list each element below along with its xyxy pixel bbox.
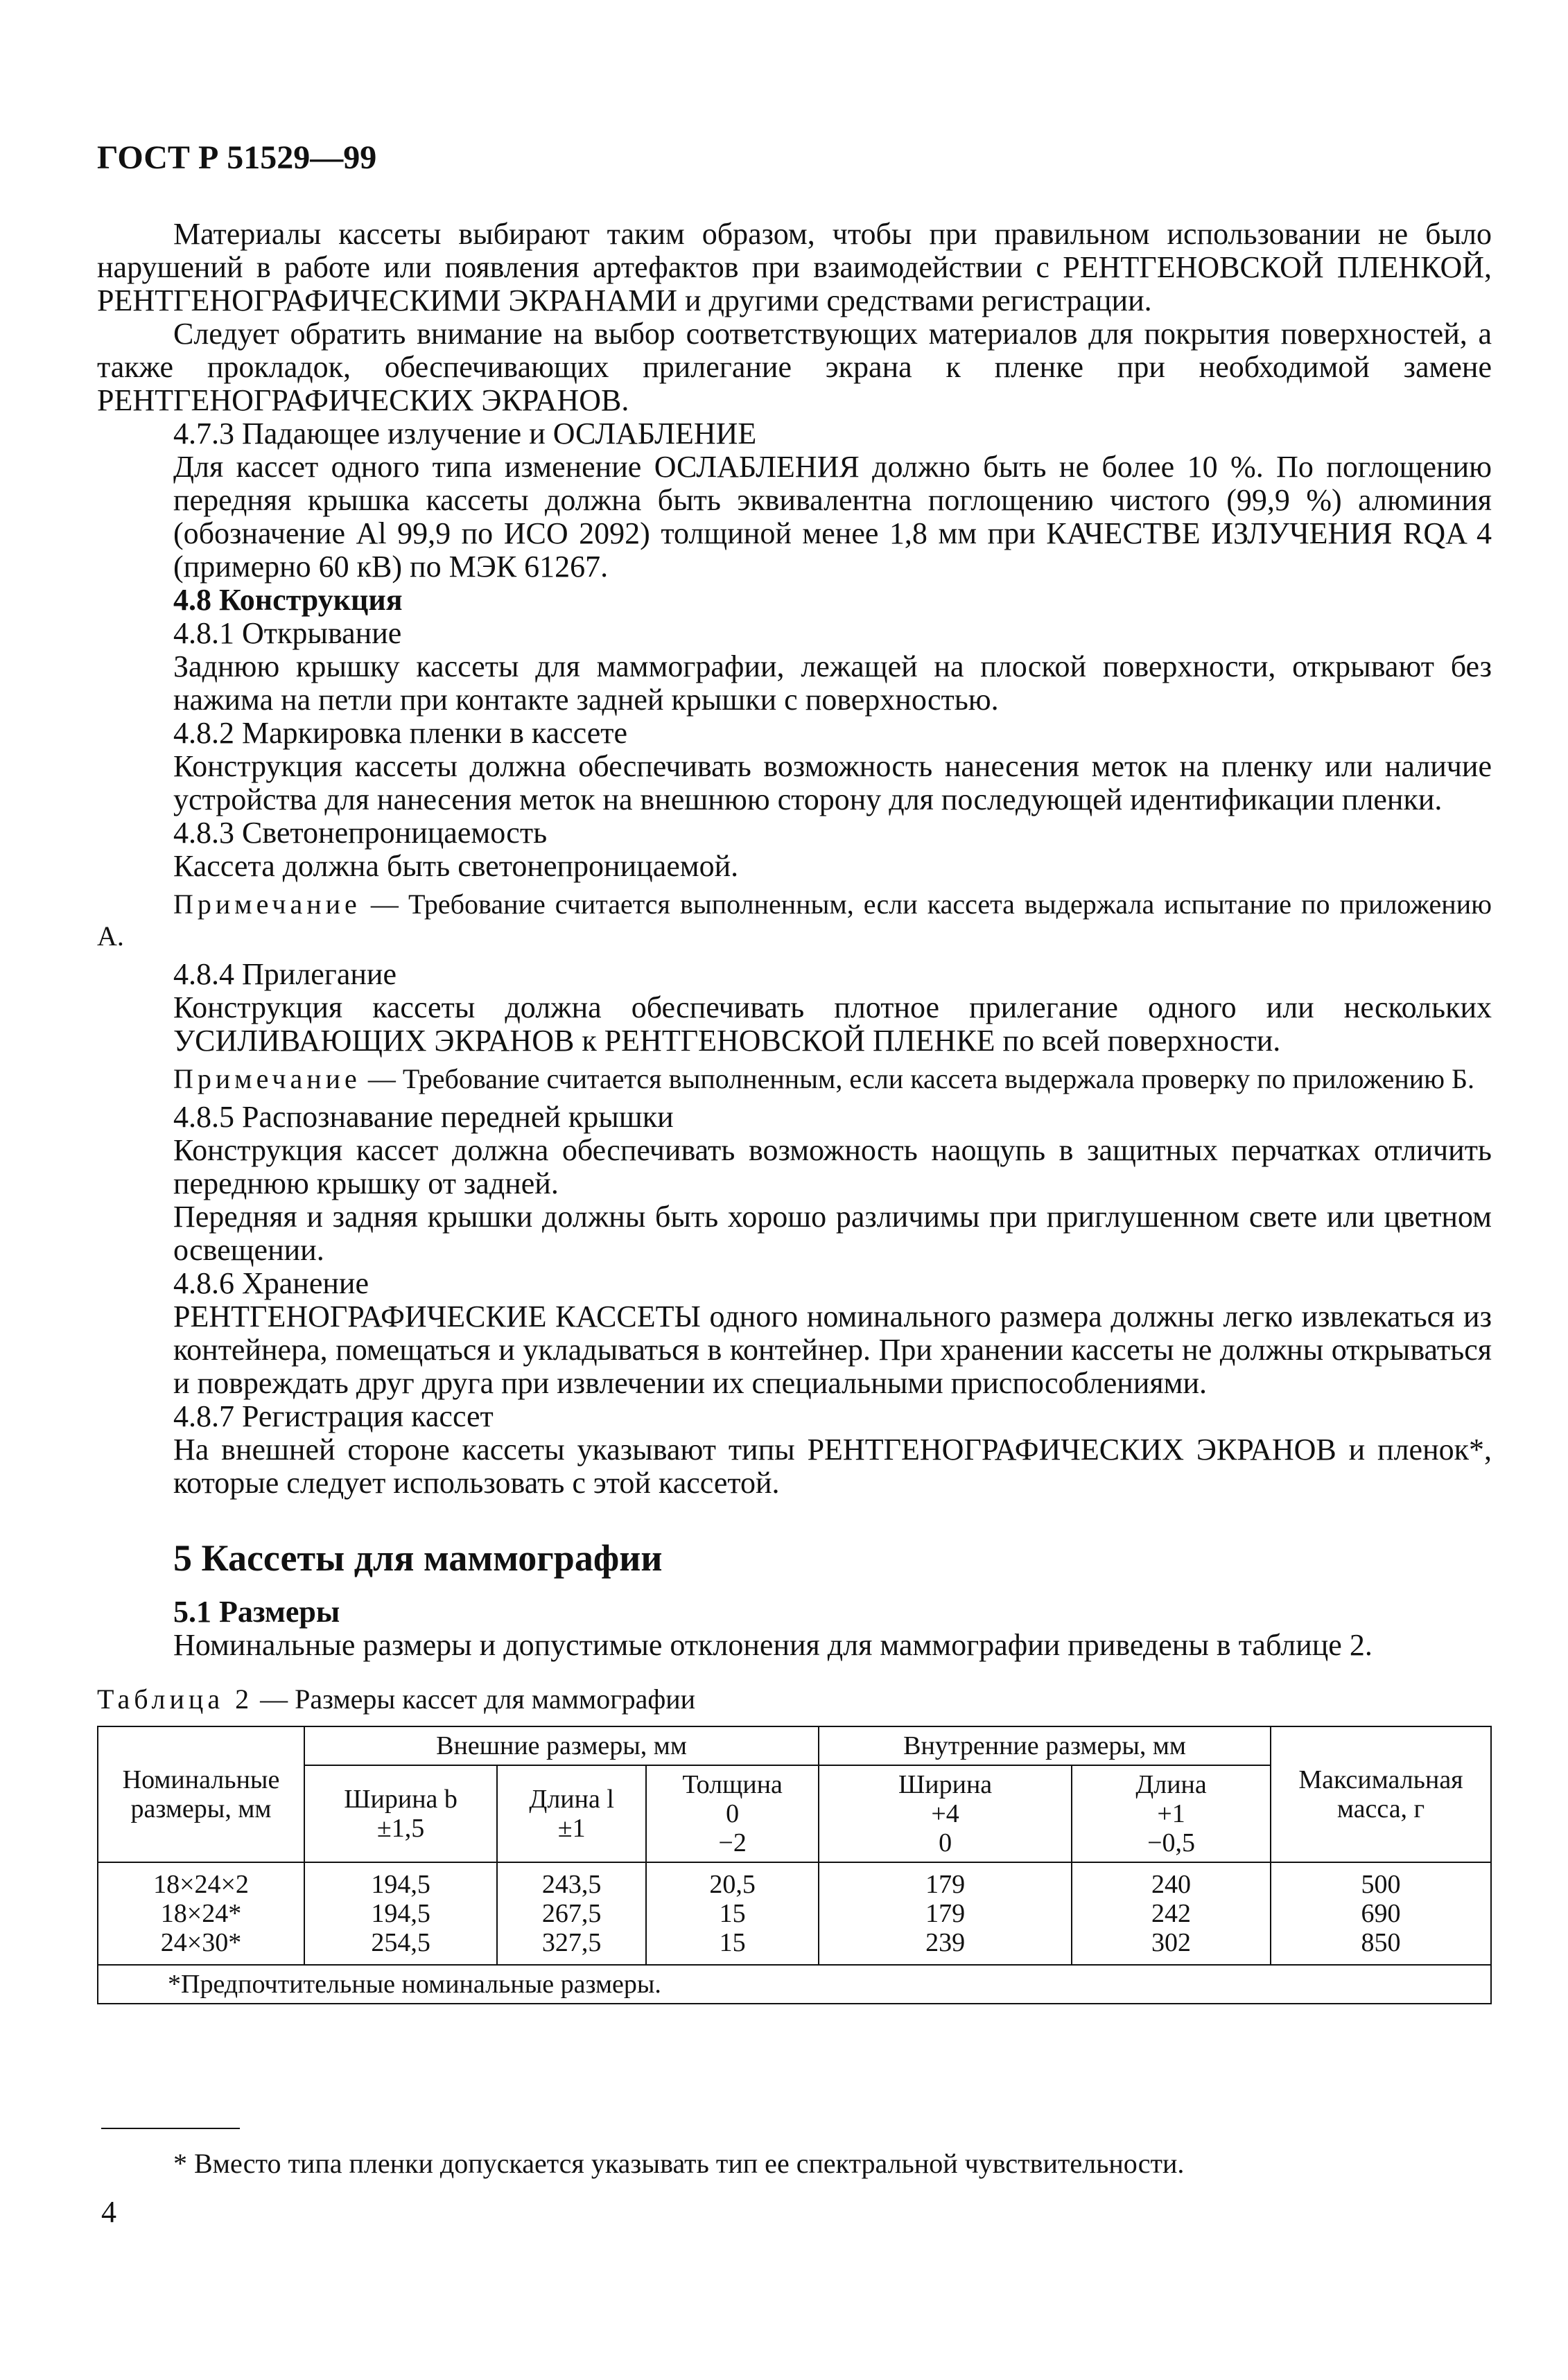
- table-caption-label: Таблица 2: [97, 1683, 254, 1715]
- table-header-row: [98, 1726, 1491, 1765]
- cell-outer-length: 243,5 267,5 327,5: [497, 1862, 646, 1965]
- cell-nominal: 18×24×2 18×24* 24×30*: [98, 1862, 304, 1965]
- paragraph: Номинальные размеры и допустимые отклонения для маммографии приведены в таблице 2.: [173, 1628, 1373, 1662]
- clause-heading: 4.8.5 Распознавание передней крышки: [173, 1100, 674, 1134]
- header-outer-length: Длина l ±1: [497, 1765, 646, 1862]
- note-label: Примечание: [173, 1063, 361, 1094]
- paragraph: На внешней стороне кассеты указывают типы РЕНТГЕНОГРАФИЧЕСКИХ ЭКРАНОВ и пленок*, которые следует использовать с этой кассетой.: [173, 1433, 1492, 1500]
- table-caption: [97, 1683, 1492, 1716]
- header-nominal: Номинальные размеры, мм: [98, 1726, 304, 1862]
- cell-inner-width: 179 179 239: [819, 1862, 1072, 1965]
- header-inner-length: Длина +1 −0,5: [1072, 1765, 1271, 1862]
- paragraph: Конструкция кассеты должна обеспечивать возможность нанесения меток на пленку или наличие устройства для нанесения меток на внешнюю сторону для последующей идентификации пленки.: [173, 749, 1492, 816]
- document-header: ГОСТ Р 51529—99: [97, 139, 377, 176]
- clause-heading: 4.8.6 Хранение: [173, 1266, 369, 1300]
- cell-outer-width: 194,5 194,5 254,5: [304, 1862, 497, 1965]
- paragraph: Передняя и задняя крышки должны быть хорошо различимы при приглушенном свете или цветном освещении.: [173, 1200, 1492, 1267]
- paragraph: Следует обратить внимание на выбор соответствующих материалов для покрытия поверхностей, а также прокладок, обеспечивающих прилегание экрана к пленке при необходимой замене РЕНТГЕНОГРАФИЧЕСКИХ ЭКРАНОВ.: [97, 317, 1492, 417]
- paragraph: Для кассет одного типа изменение ОСЛАБЛЕНИЯ должно быть не более 10 %. По поглощению передняя крышка кассеты должна быть эквивалентна поглощению чистого (99,9 %) алюминия (обозначение Al 99,9 по ИСО 2092) толщиной менее 1,8 мм при КАЧЕСТВЕ ИЗЛУЧЕНИЯ RQA 4 (примерно 60 кВ) по МЭК 61267.: [173, 450, 1492, 584]
- page-number: 4: [101, 2195, 116, 2229]
- note-text: — Требование считается выполненным, если кассета выдержала проверку по приложению Б.: [360, 1063, 1474, 1094]
- table-caption-text: — Размеры кассет для маммографии: [253, 1683, 696, 1715]
- paragraph: Конструкция кассет должна обеспечивать возможность наощупь в защитных перчатках отличить переднюю крышку от задней.: [173, 1133, 1492, 1200]
- cell-outer-thickness: 20,5 15 15: [646, 1862, 819, 1965]
- footnote-divider: [101, 2128, 240, 2129]
- paragraph: Материалы кассеты выбирают таким образом, чтобы при правильном использовании не было нарушений в работе или появления артефактов при взаимодействии с РЕНТГЕНОВСКОЙ ПЛЕНКОЙ, РЕНТГЕНОГРАФИЧЕСКИМИ ЭКРАНАМИ и другими средствами регистрации.: [97, 217, 1492, 317]
- table-footnote: *Предпочтительные номинальные размеры.: [98, 1965, 1491, 2004]
- header-inner-group: Внутренние размеры, мм: [819, 1726, 1271, 1765]
- document-body: [97, 218, 1492, 2004]
- cell-mass: 500 690 850: [1271, 1862, 1491, 1965]
- note-label: Примечание: [173, 889, 361, 920]
- dimensions-table: [97, 1726, 1492, 2004]
- note: [97, 1063, 1492, 1095]
- section-title: 5 Кассеты для маммографии: [173, 1537, 663, 1579]
- subsection-heading: 5.1 Размеры: [173, 1595, 340, 1629]
- paragraph: Конструкция кассеты должна обеспечивать плотное прилегание одного или нескольких УСИЛИВАЮЩИХ ЭКРАНОВ к РЕНТГЕНОВСКОЙ ПЛЕНКЕ по всей поверхности.: [173, 990, 1492, 1058]
- note-text: — Требование считается выполненным, если кассета выдержала испытание по приложению А.: [97, 889, 1492, 952]
- clause-heading: 4.8.2 Маркировка пленки в кассете: [173, 716, 627, 750]
- header-inner-width: Ширина +4 0: [819, 1765, 1072, 1862]
- page-footnote: * Вместо типа пленки допускается указывать тип ее спектральной чувствительности.: [173, 2148, 1185, 2179]
- paragraph: РЕНТГЕНОГРАФИЧЕСКИЕ КАССЕТЫ одного номинального размера должны легко извлекаться из контейнера, помещаться и укладываться в контейнер. При хранении кассеты не должны открываться и повреждать друг друга при извлечении их специальными приспособлениями.: [173, 1300, 1492, 1400]
- clause-heading: 4.7.3 Падающее излучение и ОСЛАБЛЕНИЕ: [173, 417, 757, 450]
- clause-heading: 4.8.1 Открывание: [173, 616, 402, 650]
- note: [97, 889, 1492, 952]
- table-footnote-row: [98, 1965, 1491, 2004]
- header-outer-group: Внешние размеры, мм: [304, 1726, 819, 1765]
- clause-heading: 4.8.7 Регистрация кассет: [173, 1399, 494, 1433]
- header-outer-width: Ширина b ±1,5: [304, 1765, 497, 1862]
- section-heading: 4.8 Конструкция: [173, 583, 403, 617]
- header-outer-thickness: Толщина 0 −2: [646, 1765, 819, 1862]
- paragraph: Заднюю крышку кассеты для маммографии, лежащей на плоской поверхности, открывают без нажима на петли при контакте задней крышки с поверхностью.: [173, 649, 1492, 717]
- paragraph: Кассета должна быть светонепроницаемой.: [173, 849, 739, 883]
- table-data-row: [98, 1862, 1491, 1965]
- clause-heading: 4.8.3 Светонепроницаемость: [173, 816, 548, 850]
- cell-inner-length: 240 242 302: [1072, 1862, 1271, 1965]
- header-mass: Максимальная масса, г: [1271, 1726, 1491, 1862]
- clause-heading: 4.8.4 Прилегание: [173, 957, 397, 991]
